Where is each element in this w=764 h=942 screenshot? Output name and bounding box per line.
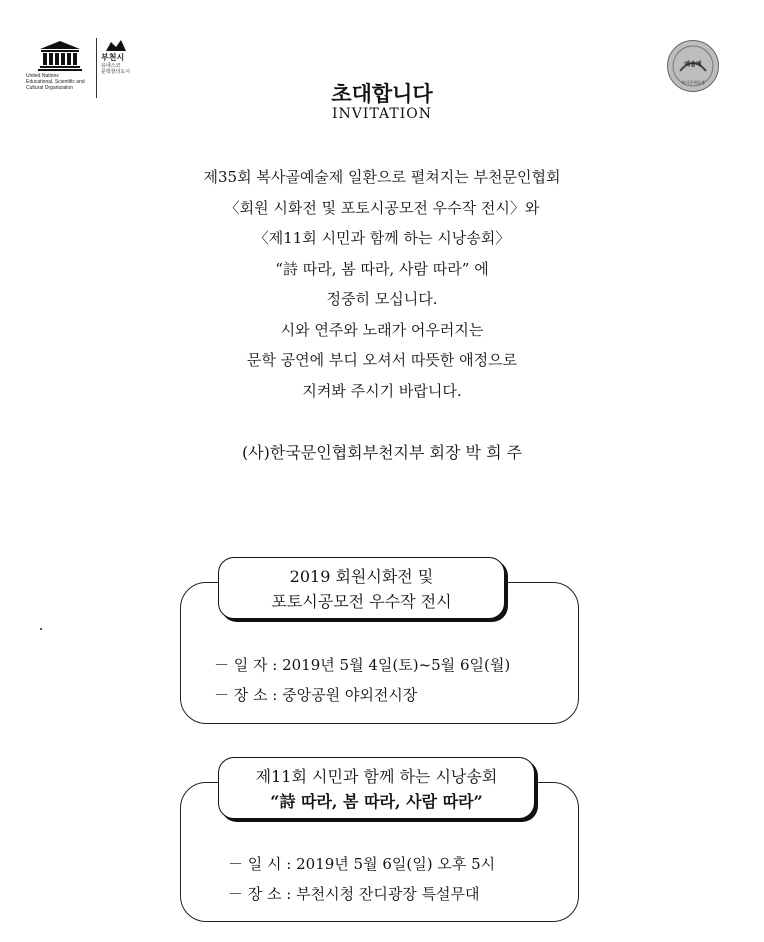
city-logo-sub: 유네스코 — [101, 63, 121, 69]
body-line: 문학 공연에 부디 오셔서 따뜻한 애정으로 — [246, 351, 518, 369]
event1-date: － 일 자 : 2019년 5월 4일(토)~5월 6일(월) — [214, 656, 511, 674]
unesco-caption-line: Educational, Scientific and — [26, 79, 85, 85]
body-line: 〈제11회 시민과 함께 하는 시낭송회〉 — [253, 229, 511, 247]
event2-title-line: 제11회 시민과 함께 하는 시낭송회 — [255, 767, 498, 786]
event1-venue: － 장 소 : 중앙공원 야외전시장 — [214, 686, 418, 704]
signature-line: (사)한국문인협회부천지부 회장 박 희 주 — [241, 443, 523, 462]
unesco-temple-icon — [38, 40, 82, 72]
event2-details — [228, 849, 495, 909]
unesco-caption-line: United Nations — [26, 73, 59, 79]
event2-datetime: － 일 시 : 2019년 5월 6일(일) 오후 5시 — [228, 855, 496, 873]
city-logo-name: 부천시 — [101, 53, 125, 62]
seal-subtext: 복사골예술제 — [681, 80, 705, 85]
body-line: 정중히 모십니다. — [326, 290, 438, 308]
event1-details — [214, 650, 510, 710]
event1-title-box — [218, 557, 505, 619]
body-line: 제35회 복사골예술제 일환으로 펼쳐지는 부천문인협회 — [203, 168, 561, 186]
event1-title-line: 2019 회원시화전 및 — [289, 567, 434, 586]
body-line: 〈회원 시화전 및 포토시공모전 우수작 전시〉와 — [224, 198, 540, 217]
invitation-title-english: INVITATION — [332, 106, 432, 122]
city-emblem-icon — [105, 38, 127, 52]
unesco-caption-line: Cultural Organization — [26, 85, 73, 91]
event2-title-line: “詩 따라, 봄 따라, 사람 따라” — [270, 792, 483, 811]
invitation-title: 초대합니다 — [331, 82, 433, 106]
event2-title-box — [218, 757, 535, 819]
scan-speck — [40, 628, 42, 630]
body-line: 지켜봐 주시기 바랍니다. — [302, 381, 462, 400]
body-line: 시와 연주와 노래가 어우러지는 — [280, 320, 484, 339]
city-logo-sub: 문학창의도시 — [101, 69, 130, 75]
body-line: “詩 따라, 봄 따라, 사람 따라” 에 — [275, 259, 489, 278]
event2-venue: － 장 소 : 부천시청 잔디광장 특설무대 — [228, 885, 480, 903]
seal-text: 예술제 — [684, 61, 702, 68]
event1-title-line: 포토시공모전 우수작 전시 — [271, 592, 452, 611]
invitation-body — [0, 166, 764, 410]
